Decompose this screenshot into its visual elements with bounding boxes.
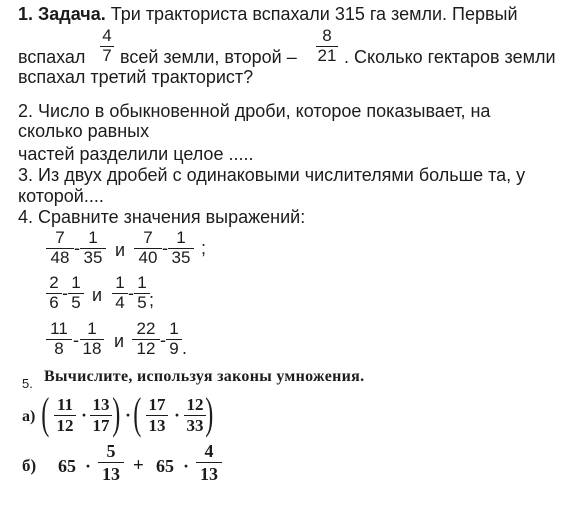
minus-sign: - (73, 330, 79, 350)
task1-line1 (18, 3, 518, 25)
fraction-numerator: 13 (92, 395, 110, 414)
fraction-denominator: 48 (50, 248, 70, 267)
fraction-denominator: 12 (56, 416, 74, 435)
task1-text-line2a: вспахал (18, 47, 86, 67)
task5-number: 5. (22, 376, 33, 391)
fraction-denominator: 21 (317, 46, 337, 65)
task5-b-label: б) (22, 456, 37, 475)
dot-operator: · (125, 405, 132, 425)
fraction-numerator: 7 (55, 228, 65, 247)
fraction (146, 396, 168, 435)
row-tail: ; (149, 290, 155, 310)
fraction (80, 229, 106, 267)
fraction-numerator: 7 (143, 228, 153, 247)
minus-sign: - (62, 283, 68, 303)
fraction (46, 320, 72, 358)
fraction-bar (196, 462, 222, 463)
fraction-numerator: 1 (71, 273, 81, 292)
fraction-denominator: 33 (186, 416, 204, 435)
fraction-denominator: 18 (82, 339, 102, 358)
fraction-denominator: 5 (71, 293, 81, 312)
dot-operator: · (85, 456, 92, 476)
number: 65 (58, 456, 76, 476)
fraction (46, 229, 74, 267)
fraction-denominator: 13 (102, 464, 120, 484)
fraction-denominator: 40 (138, 248, 158, 267)
task1-heading: 1. Задача. (18, 4, 106, 24)
task1-text-line2c: . Сколько гектаров земли (344, 47, 556, 67)
fraction-numerator: 11 (56, 395, 74, 414)
row-tail: ; (201, 238, 207, 258)
fraction-numerator: 17 (148, 395, 166, 414)
minus-sign: - (162, 238, 168, 258)
fraction-denominator: 13 (200, 464, 218, 484)
minus-sign: - (74, 238, 80, 258)
conjunction: и (115, 240, 126, 260)
fraction-numerator: 12 (186, 395, 204, 414)
right-paren: ) (205, 389, 214, 438)
fraction (90, 396, 112, 435)
task3-line2: которой.... (18, 186, 104, 206)
task3-line1: 3. Из двух дробей с одинаковыми числителями больше та, у (18, 165, 526, 185)
fraction-numerator: 1 (88, 228, 98, 247)
fraction-numerator: 8 (322, 26, 332, 45)
left-paren: ( (41, 389, 50, 438)
conjunction: и (114, 331, 125, 351)
task1-text-line2b: всей земли, второй – (120, 47, 297, 67)
fraction-numerator: 22 (136, 319, 156, 338)
task1-text-line1: Три тракториста вспахали 315 га земли. Первый (110, 4, 518, 24)
fraction (54, 396, 76, 435)
fraction-denominator: 6 (49, 293, 59, 312)
fraction-denominator: 17 (92, 416, 110, 435)
dot-operator: · (183, 456, 190, 476)
plus-sign: + (133, 455, 144, 476)
fraction (80, 320, 104, 358)
fraction-numerator: 1 (87, 319, 97, 338)
fraction (134, 229, 162, 267)
fraction-bar (98, 462, 124, 463)
fraction (46, 274, 62, 312)
task1-text-line3: вспахал третий тракторист? (18, 67, 254, 87)
fraction-numerator: 11 (50, 319, 68, 338)
left-paren: ( (133, 389, 142, 438)
task5-heading: Вычислите, используя законы умножения. (44, 368, 365, 385)
fraction (68, 274, 84, 312)
fraction (184, 396, 206, 435)
fraction (132, 320, 160, 358)
dot-operator: · (81, 405, 88, 425)
fraction (166, 320, 182, 358)
conjunction: и (92, 285, 103, 305)
fraction-denominator: 8 (54, 339, 64, 358)
minus-sign: - (128, 283, 134, 303)
right-paren: ) (112, 389, 121, 438)
fraction (112, 274, 128, 312)
fraction (98, 441, 124, 484)
task1-fraction-b (316, 27, 338, 65)
task1-fraction-a (100, 27, 114, 65)
task4-heading: 4. Сравните значения выражений: (18, 207, 306, 227)
fraction-numerator: 1 (115, 273, 125, 292)
fraction (196, 441, 222, 484)
task2-line3: частей разделили целое ..... (18, 144, 254, 164)
fraction (168, 229, 194, 267)
task2-line1: 2. Число в обыкновенной дроби, которое показывает, на (18, 101, 491, 121)
fraction-numerator: 4 (204, 441, 214, 461)
fraction-numerator: 5 (106, 441, 116, 461)
row-tail: . (182, 338, 188, 358)
fraction-denominator: 13 (148, 416, 166, 435)
fraction-denominator: 35 (83, 248, 103, 267)
fraction-denominator: 5 (137, 293, 147, 312)
task2-line2: сколько равных (18, 121, 150, 141)
fraction-numerator: 1 (176, 228, 186, 247)
fraction-denominator: 4 (115, 293, 125, 312)
fraction-numerator: 1 (169, 319, 179, 338)
fraction-denominator: 9 (169, 339, 179, 358)
fraction-denominator: 35 (171, 248, 191, 267)
number: 65 (156, 456, 174, 476)
fraction-numerator: 4 (102, 26, 112, 45)
fraction-denominator: 7 (102, 46, 112, 65)
fraction (134, 274, 150, 312)
task5-a-label: а) (22, 408, 36, 425)
dot-operator: · (174, 405, 181, 425)
fraction-numerator: 1 (137, 273, 147, 292)
fraction-denominator: 12 (136, 339, 156, 358)
fraction-numerator: 2 (49, 273, 59, 292)
minus-sign: - (160, 330, 166, 350)
